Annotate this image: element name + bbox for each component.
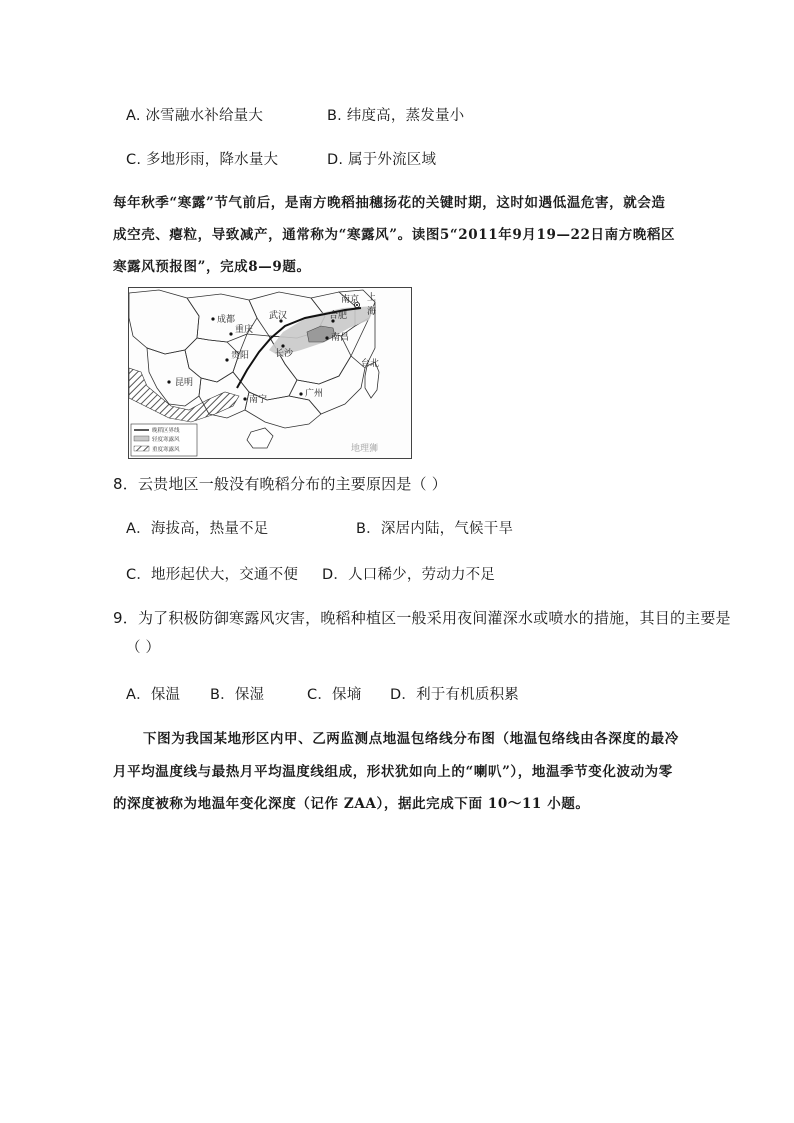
- q9-option-b: B．保湿: [210, 687, 265, 703]
- q8-option-c: C．地形起伏大，交通不便: [126, 567, 299, 583]
- city-label-guiyang: 贵阳: [231, 351, 250, 361]
- city-label-kunming: 昆明: [175, 378, 194, 388]
- passage2-line3: 的深度被称为地温年变化深度（记作 ZAA），据此完成下面 10～11 小题。: [113, 796, 590, 812]
- border-hatch-west: [129, 368, 239, 422]
- frost-wind-map: [128, 287, 412, 459]
- q8-option-d: D．人口稀少，劳动力不足: [322, 567, 496, 583]
- q7-option-d: D. 属于外流区域: [327, 152, 437, 168]
- map-watermark: 地理狮: [351, 444, 379, 454]
- passage1-line3: 寒露风预报图”，完成8—9题。: [113, 259, 311, 275]
- passage1-line1: 每年秋季“寒露”节气前后，是南方晚稻抽穗扬花的关键时期，这时如遇低温危害，就会造: [113, 195, 666, 211]
- map-svg: [129, 288, 411, 458]
- city-label-changsha: 长沙: [275, 349, 294, 359]
- city-label-hefei: 合肥: [329, 311, 348, 321]
- city-label-guangzhou: 广州: [305, 389, 324, 399]
- passage2-line1: 下图为我国某地形区内甲、乙两监测点地温包络线分布图（地温包络线由各深度的最冷: [143, 731, 679, 747]
- city-label-shanghai-2: 海: [367, 307, 377, 317]
- q8-option-b: B．深居内陆，气候干旱: [356, 521, 514, 537]
- hainan-island: [247, 428, 273, 448]
- passage1-line2: 成空壳、瘪粒，导致减产，通常称为“寒露风”。读图5“2011年9月19—22日南方晚稻区: [113, 227, 676, 243]
- map-legend: [131, 424, 197, 456]
- city-label-chengdu: 成都: [217, 315, 236, 325]
- q7-option-c: C. 多地形雨，降水量大: [126, 152, 279, 168]
- city-label-taipei: 台北: [361, 359, 380, 369]
- q9-option-a: A．保温: [126, 687, 181, 703]
- legend-heavy-label: 重度寒露风: [152, 447, 180, 453]
- legend-light-label: 轻度寒露风: [152, 437, 180, 443]
- city-label-nanjing: 南京: [341, 295, 360, 305]
- legend-boundary-label: 晚稻区界线: [152, 428, 180, 434]
- city-label-shanghai-1: 上: [367, 293, 377, 303]
- city-label-nanning: 南宁: [249, 395, 268, 405]
- q9-paren: （ ）: [126, 640, 161, 656]
- q8-option-a: A．海拔高，热量不足: [126, 521, 269, 537]
- q9-option-c: C．保墒: [307, 687, 362, 703]
- city-label-wuhan: 武汉: [269, 311, 288, 321]
- city-label-nanchang: 南昌: [331, 333, 350, 343]
- q7-option-a: A. 冰雪融水补给量大: [126, 108, 264, 124]
- q8-stem: 8．云贵地区一般没有晚稻分布的主要原因是（ ）: [113, 475, 447, 493]
- passage2-line2: 月平均温度线与最热月平均温度线组成，形状犹如向上的“喇叭”），地温季节变化波动为零: [113, 764, 673, 780]
- q9-stem: 9．为了积极防御寒露风灾害，晚稻种植区一般采用夜间灌深水或喷水的措施，其目的主要是: [113, 609, 731, 627]
- q9-option-d: D．利于有机质积累: [390, 687, 519, 703]
- q7-option-b: B. 纬度高，蒸发量小: [327, 108, 465, 124]
- city-label-chongqing: 重庆: [235, 325, 254, 335]
